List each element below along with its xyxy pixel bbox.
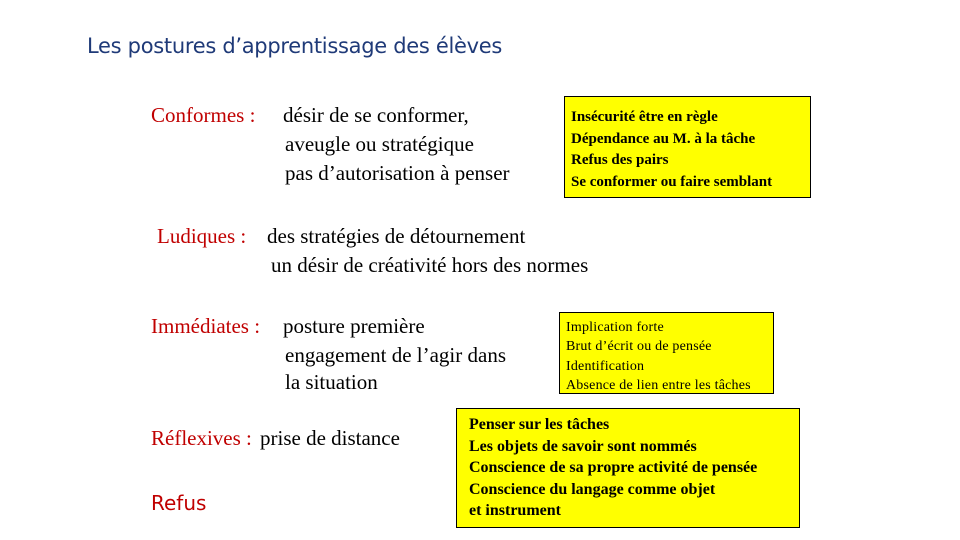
immediates-box-item: Brut d’écrit ou de pensée: [566, 339, 712, 355]
refus-label: Refus: [151, 491, 207, 515]
conformes-line-1: désir de se conformer,: [283, 103, 469, 127]
immediates-box-item: Identification: [566, 358, 645, 374]
reflexives-box-item: Penser sur les tâches: [469, 416, 610, 433]
immediates-box-item: Implication forte: [566, 320, 664, 335]
reflexives-box: [456, 408, 800, 528]
immediates-line-2: engagement de l’agir dans: [285, 343, 506, 367]
reflexives-label: Réflexives :: [151, 426, 252, 450]
conformes-box: [564, 96, 811, 198]
conformes-line-2: aveugle ou stratégique: [285, 132, 474, 156]
reflexives-line-1: prise de distance: [260, 426, 400, 450]
immediates-box-item: Absence de lien entre les tâches: [566, 377, 751, 393]
ludiques-line-1: des stratégies de détournement: [267, 224, 526, 248]
conformes-box-item: Refus des pairs: [571, 152, 669, 168]
immediates-line-3: la situation: [285, 370, 378, 394]
ludiques-label: Ludiques :: [157, 224, 247, 248]
conformes-box-item: Insécurité être en règle: [571, 109, 718, 125]
immediates-line-1: posture première: [283, 314, 425, 338]
immediates-label: Immédiates :: [151, 314, 261, 338]
conformes-line-3: pas d’autorisation à penser: [285, 161, 510, 185]
conformes-box-item: Se conformer ou faire semblant: [571, 173, 773, 190]
reflexives-box-item: Les objets de savoir sont nommés: [469, 437, 697, 455]
immediates-box: [559, 312, 774, 394]
ludiques-line-2: un désir de créativité hors des normes: [271, 253, 589, 277]
reflexives-box-item: Conscience de sa propre activité de pensée: [469, 459, 758, 476]
conformes-label: Conformes :: [151, 103, 256, 127]
conformes-box-item: Dépendance au M. à la tâche: [571, 130, 756, 147]
reflexives-box-item: Conscience du langage comme objet: [469, 480, 716, 498]
page-title: Les postures d’apprentissage des élèves: [87, 34, 503, 58]
reflexives-box-item: et instrument: [469, 502, 561, 519]
